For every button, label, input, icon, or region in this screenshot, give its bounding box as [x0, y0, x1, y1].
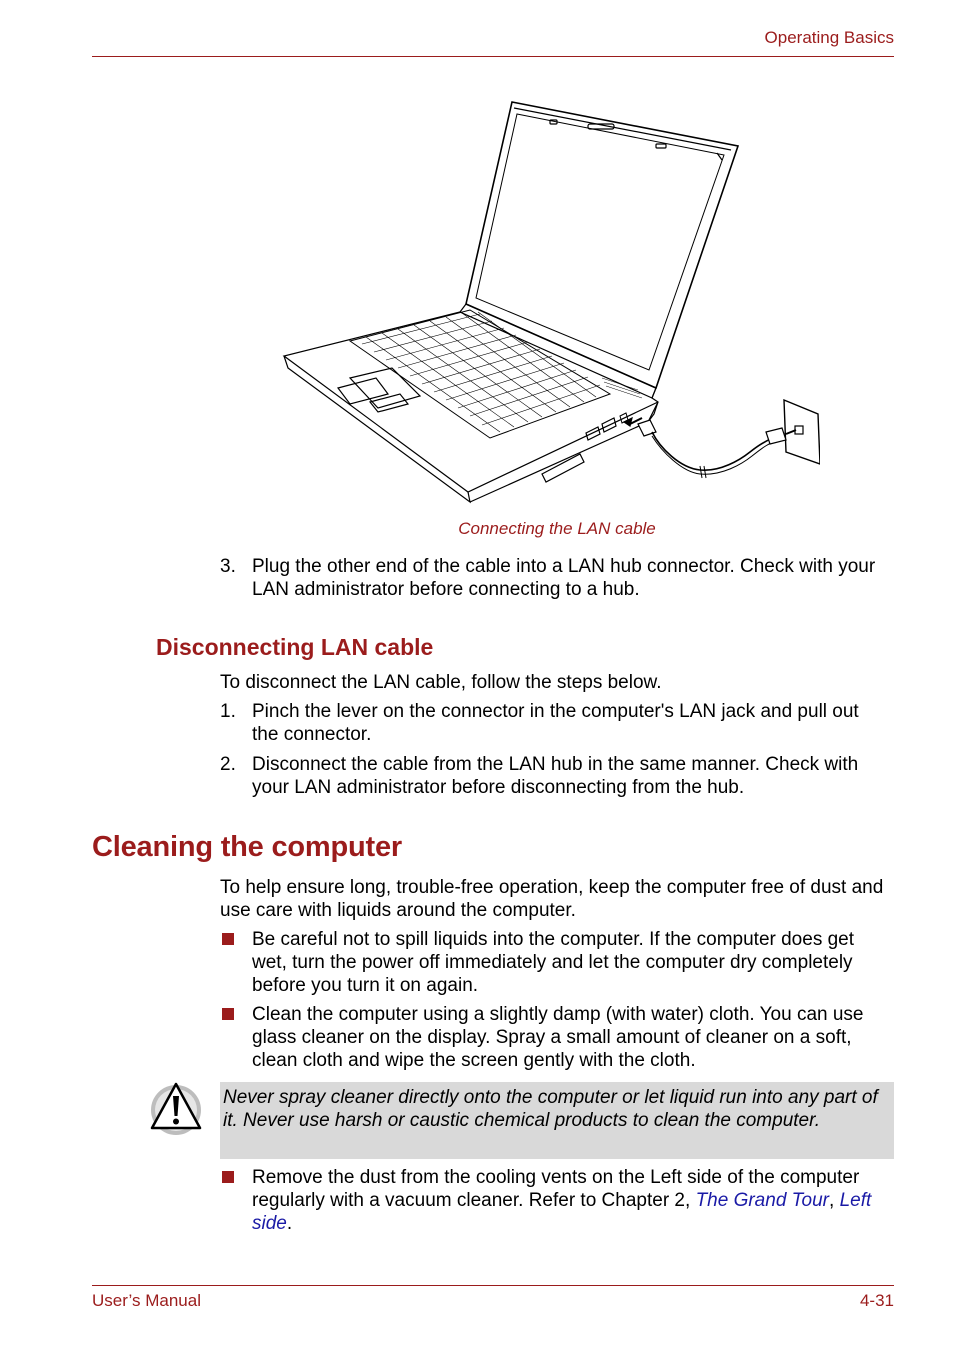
- paragraph: To disconnect the LAN cable, follow the steps below.: [220, 672, 662, 693]
- bullet-text: Clean the computer using a slightly damp (with water) cloth. You can use glass cleaner on the display. Spray a small amount of cleaner on a soft, clean cloth and wipe the screen gently with the cloth.: [252, 1004, 864, 1071]
- footer-rule: [92, 1285, 894, 1286]
- bullet-text: Be careful not to spill liquids into the computer. If the computer does get wet, turn the power off immediately and let the computer dry completely before you turn it on again.: [252, 929, 855, 996]
- bullet-text: [252, 1166, 872, 1235]
- warning-triangle-icon: [150, 1080, 202, 1136]
- link-the-grand-tour[interactable]: The Grand Tour: [695, 1190, 829, 1211]
- laptop-lan-illustration: [280, 98, 820, 508]
- step-text: Plug the other end of the cable into a LAN hub connector. Check with your LAN administrator before connecting to a hub.: [252, 556, 876, 600]
- link-separator: ,: [829, 1190, 840, 1211]
- step-text: Pinch the lever on the connector in the computer's LAN jack and pull out the connector.: [252, 701, 859, 745]
- step-number: 1.: [220, 701, 236, 722]
- figure-caption: Connecting the LAN cable: [458, 519, 656, 538]
- step-text: Disconnect the cable from the LAN hub in the same manner. Check with your LAN administrator before disconnecting from the hub.: [252, 754, 859, 798]
- running-header: Operating Basics: [764, 28, 894, 47]
- bullet-text-prefix: Remove the dust from the cooling vents on the Left side of the computer regularly with a vacuum cleaner. Refer to Chapter 2,: [252, 1167, 860, 1211]
- chapter-section-heading: Cleaning the computer: [92, 831, 402, 863]
- bullet-marker: [222, 933, 234, 945]
- bullet-marker: [222, 1171, 234, 1183]
- paragraph: To help ensure long, trouble-free operation, keep the computer free of dust and use care with liquids around the computer.: [220, 877, 884, 921]
- bullet-marker: [222, 1008, 234, 1020]
- step-number: 3.: [220, 556, 236, 577]
- section-heading: Disconnecting LAN cable: [156, 634, 434, 660]
- link-left-side[interactable]: Left side: [252, 1190, 872, 1234]
- footer-manual-title: User’s Manual: [92, 1291, 201, 1310]
- step-number: 2.: [220, 754, 236, 775]
- bullet-text-suffix: .: [286, 1213, 293, 1234]
- caution-text: Never spray cleaner directly onto the computer or let liquid run into any part of it. Never use harsh or caustic chemical products to clean the computer.: [223, 1087, 878, 1131]
- header-rule: [92, 56, 894, 57]
- page-number: 4-31: [859, 1291, 894, 1310]
